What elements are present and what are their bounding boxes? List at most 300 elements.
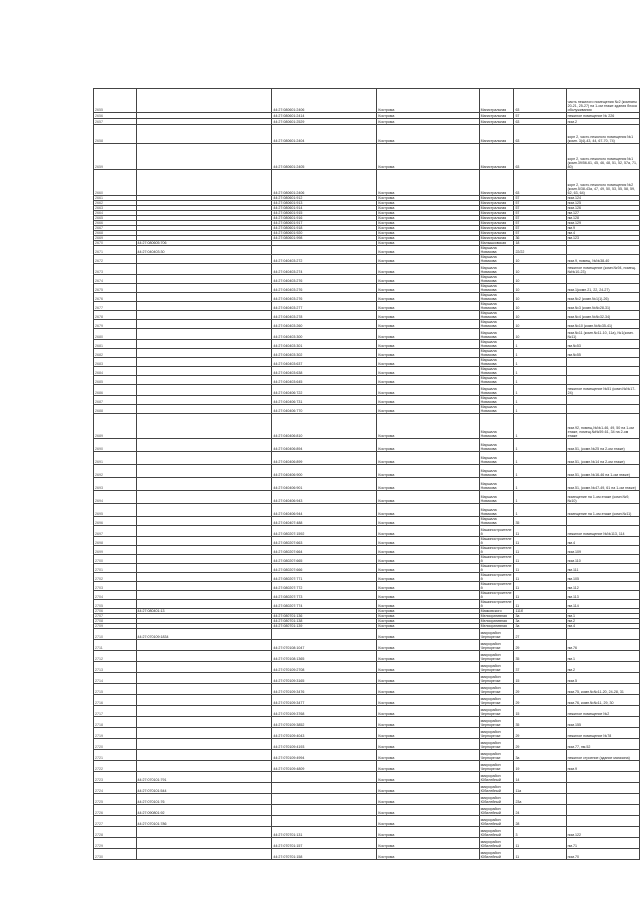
premises-note-cell xyxy=(566,772,639,783)
city-cell: Кострома xyxy=(377,246,479,255)
row-number-cell: 2708 xyxy=(94,619,137,624)
city-cell: Кострома xyxy=(377,706,479,717)
row-number-cell: 2694 xyxy=(94,491,137,504)
premises-note-cell xyxy=(566,805,639,816)
premises-note-cell: пм.№53 xyxy=(566,340,639,349)
house-number-cell: 1 xyxy=(514,367,566,376)
row-number-cell: 2722 xyxy=(94,761,137,772)
cadastral-object-number-cell: 44:27:070701:158 xyxy=(272,849,377,860)
row-number-cell: 2725 xyxy=(94,794,137,805)
street-cell: Маршала Новикова xyxy=(479,329,514,340)
street-cell: Маршала Новикова xyxy=(479,439,514,452)
table-row xyxy=(94,491,640,504)
cadastral-object-number-cell: 44:27:080601:2406 xyxy=(272,170,377,196)
cadastral-object-number-cell: 44:27:040403:272 xyxy=(272,255,377,264)
table-row xyxy=(94,311,640,320)
city-cell: Кострома xyxy=(377,226,479,231)
house-number-cell: 1 xyxy=(514,396,566,405)
row-number-cell: 2673 xyxy=(94,264,137,275)
house-number-cell: 11 xyxy=(514,582,566,591)
premises-note-cell: пм.9 xyxy=(566,226,639,231)
city-cell: Кострома xyxy=(377,385,479,396)
table-row xyxy=(94,673,640,684)
cadastral-object-number-cell: 44:27:070109:3477 xyxy=(272,695,377,706)
row-number-cell: 2706 xyxy=(94,609,137,614)
street-cell: Маршала Новикова xyxy=(479,385,514,396)
city-cell: Кострома xyxy=(377,517,479,526)
house-number-cell: 1 xyxy=(514,439,566,452)
street-cell: микрорайон Черноречье xyxy=(479,717,514,728)
cadastral-object-number-cell: 44:27:080701:136 xyxy=(272,614,377,619)
cadastral-land-number-cell xyxy=(136,329,272,340)
premises-note-cell xyxy=(566,629,639,640)
cadastral-land-number-cell xyxy=(136,838,272,849)
row-number-cell: 2677 xyxy=(94,302,137,311)
row-number-cell: 2726 xyxy=(94,805,137,816)
premises-note-cell: корп 2, часть нежилого помещения №1 (комн.39/56-61, 45, 46, 48, 51, 52, 57а, 71, 80) xyxy=(566,144,639,170)
table-row xyxy=(94,728,640,739)
cadastral-object-number-cell: 44:27:070109:4193 xyxy=(272,739,377,750)
premises-note-cell: пом.№2 (комн.№1(1)-26) xyxy=(566,293,639,302)
premises-note-cell: пм.128 xyxy=(566,216,639,221)
cadastral-object-number-cell: 44:27:070701:131 xyxy=(272,827,377,838)
row-number-cell: 2655 xyxy=(94,89,137,113)
city-cell: Кострома xyxy=(377,555,479,564)
premises-note-cell: пом.9 xyxy=(566,761,639,772)
premises-note-cell: корп 2, часть нежилого помещения №1 (комн. 3(4)-43, 44, 67-70, 74) xyxy=(566,125,639,144)
premises-note-cell: пм.71 xyxy=(566,838,639,849)
premises-note-cell xyxy=(566,367,639,376)
street-cell: Маршала Новикова xyxy=(479,320,514,329)
street-cell: Маршала Новикова xyxy=(479,255,514,264)
row-number-cell: 2709 xyxy=(94,624,137,629)
table-row xyxy=(94,414,640,439)
house-number-cell: 111б xyxy=(514,609,566,614)
city-cell: Кострома xyxy=(377,564,479,573)
cadastral-land-number-cell xyxy=(136,517,272,526)
row-number-cell: 2703 xyxy=(94,582,137,591)
city-cell: Кострома xyxy=(377,396,479,405)
cadastral-object-number-cell: 44:27:040403:638 xyxy=(272,367,377,376)
city-cell: Кострома xyxy=(377,170,479,196)
premises-note-cell: пом.2 xyxy=(566,119,639,125)
premises-note-cell: нежилое помещение № 226 xyxy=(566,113,639,119)
cadastral-land-number-cell xyxy=(136,144,272,170)
street-cell: Маршала Новикова xyxy=(479,396,514,405)
premises-note-cell: пм.112 xyxy=(566,582,639,591)
cadastral-object-number-cell: 44:27:080207:773 xyxy=(272,591,377,600)
premises-note-cell: пом.9, помещ. №№38-40 xyxy=(566,255,639,264)
house-number-cell: 23а xyxy=(514,794,566,805)
street-cell: Магистральная xyxy=(479,196,514,201)
table-row xyxy=(94,750,640,761)
premises-note-cell: нежилое помещение (комн.№94, помещ.№№10-23) xyxy=(566,264,639,275)
city-cell: Кострома xyxy=(377,255,479,264)
table-row xyxy=(94,827,640,838)
street-cell: микрорайон Черноречье xyxy=(479,651,514,662)
cadastral-object-number-cell: 44:27:080701:139 xyxy=(272,624,377,629)
house-number-cell: 10 xyxy=(514,320,566,329)
row-number-cell: 2710 xyxy=(94,629,137,640)
street-cell: Машиностроителей xyxy=(479,555,514,564)
cadastral-object-number-cell: 44:27:040406:722 xyxy=(272,385,377,396)
house-number-cell: 1 xyxy=(514,465,566,478)
house-number-cell: 27 xyxy=(514,629,566,640)
house-number-cell: 10 xyxy=(514,329,566,340)
table-row xyxy=(94,349,640,358)
street-cell: Маршала Новикова xyxy=(479,246,514,255)
cadastral-object-number-cell: 44:27:080601:2414 xyxy=(272,113,377,119)
premises-note-cell xyxy=(566,517,639,526)
street-cell: микрорайон Юбилейный xyxy=(479,783,514,794)
house-number-cell: 35 xyxy=(514,517,566,526)
street-cell: Маршала Новикова xyxy=(479,452,514,465)
house-number-cell: 1 xyxy=(514,340,566,349)
cadastral-object-number-cell xyxy=(272,629,377,640)
city-cell: Кострома xyxy=(377,405,479,414)
house-number-cell: 22/22 xyxy=(514,246,566,255)
house-number-cell: 10 xyxy=(514,264,566,275)
cadastral-land-number-cell xyxy=(136,349,272,358)
cadastral-object-number-cell: 44:27:070109:2708 xyxy=(272,662,377,673)
cadastral-object-number-cell: 44:27:080207:772 xyxy=(272,582,377,591)
cadastral-land-number-cell xyxy=(136,89,272,113)
row-number-cell: 2663 xyxy=(94,206,137,211)
city-cell: Кострома xyxy=(377,231,479,236)
street-cell: Маршала Новикова xyxy=(479,517,514,526)
cadastral-object-number-cell: 44:27:080207:771 xyxy=(272,573,377,582)
city-cell: Кострома xyxy=(377,717,479,728)
city-cell: Кострома xyxy=(377,358,479,367)
cadastral-land-number-cell xyxy=(136,367,272,376)
cadastral-land-number-cell: 44:27:080605:706 xyxy=(136,241,272,246)
street-cell: микрорайон Черноречье xyxy=(479,761,514,772)
street-cell: Маршала Новикова xyxy=(479,465,514,478)
row-number-cell: 2716 xyxy=(94,695,137,706)
cadastral-object-number-cell: 44:27:040403:260 xyxy=(272,320,377,329)
cadastral-land-number-cell xyxy=(136,600,272,609)
city-cell: Кострома xyxy=(377,640,479,651)
premises-note-cell: пом.129 xyxy=(566,221,639,226)
street-cell: Машиностроителей xyxy=(479,600,514,609)
cadastral-object-number-cell: 44:27:070108:1365 xyxy=(272,651,377,662)
cadastral-land-number-cell xyxy=(136,465,272,478)
premises-note-cell: пом.№10 (комн.№№35-41) xyxy=(566,320,639,329)
premises-note-cell: пм.2 xyxy=(566,619,639,624)
cadastral-land-number-cell xyxy=(136,170,272,196)
cadastral-object-number-cell: 44:27:040403:637 xyxy=(272,358,377,367)
premises-note-cell xyxy=(566,358,639,367)
street-cell: микрорайон Юбилейный xyxy=(479,838,514,849)
house-number-cell: 1 xyxy=(514,414,566,439)
cadastral-object-number-cell: 44:27:040406:944 xyxy=(272,504,377,517)
cadastral-land-number-cell xyxy=(136,504,272,517)
house-number-cell: 57 xyxy=(514,221,566,226)
premises-note-cell xyxy=(566,275,639,284)
street-cell: Маршала Новикова xyxy=(479,414,514,439)
house-number-cell: 1 xyxy=(514,349,566,358)
cadastral-land-number-cell xyxy=(136,358,272,367)
cadastral-object-number-cell xyxy=(272,783,377,794)
row-number-cell: 2682 xyxy=(94,349,137,358)
cadastral-land-number-cell xyxy=(136,555,272,564)
city-cell: Кострома xyxy=(377,439,479,452)
cadastral-land-number-cell xyxy=(136,491,272,504)
house-number-cell: 57 xyxy=(514,201,566,206)
row-number-cell: 2714 xyxy=(94,673,137,684)
cadastral-land-number-cell xyxy=(136,125,272,144)
cadastral-object-number-cell: 44:27:080601:2529 xyxy=(272,119,377,125)
city-cell: Кострома xyxy=(377,241,479,246)
table-row xyxy=(94,717,640,728)
table-row xyxy=(94,662,640,673)
street-cell: Магистральная xyxy=(479,170,514,196)
table-row xyxy=(94,367,640,376)
house-number-cell: 11 xyxy=(514,600,566,609)
house-number-cell: 57 xyxy=(514,226,566,231)
city-cell: Кострома xyxy=(377,537,479,546)
city-cell: Кострома xyxy=(377,302,479,311)
city-cell: Кострома xyxy=(377,119,479,125)
cadastral-land-number-cell xyxy=(136,706,272,717)
cadastral-object-number-cell: 44:27:080601:916 xyxy=(272,216,377,221)
premises-note-cell: пом.76, комн.№№11, 29, 30 xyxy=(566,695,639,706)
house-number-cell: 15 xyxy=(514,706,566,717)
cadastral-land-number-cell xyxy=(136,750,272,761)
house-number-cell: 57 xyxy=(514,196,566,201)
cadastral-object-number-cell: 44:27:040403:274 xyxy=(272,264,377,275)
cadastral-land-number-cell xyxy=(136,673,272,684)
street-cell: микрорайон Черноречье xyxy=(479,750,514,761)
cadastral-land-number-cell xyxy=(136,311,272,320)
city-cell: Кострома xyxy=(377,478,479,491)
cadastral-object-number-cell xyxy=(272,816,377,827)
premises-note-cell xyxy=(566,816,639,827)
house-number-cell: 1 xyxy=(514,405,566,414)
row-number-cell: 2696 xyxy=(94,517,137,526)
street-cell: Маршала Новикова xyxy=(479,284,514,293)
premises-note-cell xyxy=(566,396,639,405)
premises-note-cell: пм.114 xyxy=(566,600,639,609)
table-row xyxy=(94,629,640,640)
premises-note-cell xyxy=(566,246,639,255)
cadastral-object-number-cell: 44:27:040403:276 xyxy=(272,293,377,302)
city-cell: Кострома xyxy=(377,491,479,504)
table-row xyxy=(94,144,640,170)
cadastral-land-number-cell xyxy=(136,293,272,302)
table-row xyxy=(94,794,640,805)
street-cell: Маршала Новикова xyxy=(479,275,514,284)
cadastral-land-number-cell xyxy=(136,546,272,555)
street-cell: Маршала Новикова xyxy=(479,293,514,302)
row-number-cell: 2662 xyxy=(94,201,137,206)
street-cell: Магистральная xyxy=(479,216,514,221)
row-number-cell: 2678 xyxy=(94,311,137,320)
city-cell: Кострома xyxy=(377,113,479,119)
street-cell: микрорайон Юбилейный xyxy=(479,816,514,827)
city-cell: Кострома xyxy=(377,582,479,591)
house-number-cell: 10 xyxy=(514,255,566,264)
row-number-cell: 2657 xyxy=(94,119,137,125)
premises-note-cell: пм.4 xyxy=(566,231,639,236)
street-cell: Машиностроителей xyxy=(479,591,514,600)
street-cell: Малышковская xyxy=(479,241,514,246)
premises-note-cell: пом.110 xyxy=(566,555,639,564)
city-cell: Кострома xyxy=(377,144,479,170)
house-number-cell: 29 xyxy=(514,739,566,750)
row-number-cell: 2675 xyxy=(94,284,137,293)
street-cell: микрорайон Юбилейный xyxy=(479,849,514,860)
house-number-cell: 1 xyxy=(514,491,566,504)
cadastral-land-number-cell xyxy=(136,405,272,414)
street-cell: Маршала Новикова xyxy=(479,405,514,414)
cadastral-object-number-cell: 44:27:040406:943 xyxy=(272,491,377,504)
cadastral-land-number-cell xyxy=(136,662,272,673)
row-number-cell: 2712 xyxy=(94,651,137,662)
table-row xyxy=(94,275,640,284)
city-cell: Кострома xyxy=(377,849,479,860)
street-cell: микрорайон Черноречье xyxy=(479,706,514,717)
house-number-cell: 28 xyxy=(514,816,566,827)
register-table xyxy=(93,88,640,860)
cadastral-object-number-cell: 44:27:040403:300 xyxy=(272,329,377,340)
street-cell: Машиностроителей xyxy=(479,526,514,537)
house-number-cell: 18 xyxy=(514,241,566,246)
cadastral-land-number-cell xyxy=(136,761,272,772)
street-cell: Магистральная xyxy=(479,221,514,226)
house-number-cell: 29 xyxy=(514,695,566,706)
street-cell: микрорайон Черноречье xyxy=(479,673,514,684)
city-cell: Кострома xyxy=(377,320,479,329)
premises-note-cell: пм.127 xyxy=(566,211,639,216)
city-cell: Кострома xyxy=(377,816,479,827)
cadastral-object-number-cell: 44:27:040403:276 xyxy=(272,284,377,293)
table-row xyxy=(94,405,640,414)
row-number-cell: 2729 xyxy=(94,838,137,849)
row-number-cell: 2671 xyxy=(94,246,137,255)
table-row xyxy=(94,546,640,555)
cadastral-object-number-cell: 44:27:040403:278 xyxy=(272,311,377,320)
row-number-cell: 2674 xyxy=(94,275,137,284)
street-cell: Маршала Новикова xyxy=(479,358,514,367)
cadastral-land-number-cell xyxy=(136,526,272,537)
street-cell: микрорайон Черноречье xyxy=(479,728,514,739)
cadastral-land-number-cell xyxy=(136,414,272,439)
premises-note-cell: пм.1 xyxy=(566,614,639,619)
street-cell: Маршала Новикова xyxy=(479,349,514,358)
city-cell: Кострома xyxy=(377,651,479,662)
row-number-cell: 2690 xyxy=(94,439,137,452)
premises-note-cell: пом.1(комн.21, 22, 24-27) xyxy=(566,284,639,293)
table-row xyxy=(94,255,640,264)
cadastral-object-number-cell: 44:27:040403:276 xyxy=(272,275,377,284)
house-number-cell: 24 xyxy=(514,805,566,816)
cadastral-object-number-cell: 44:27:040406:810 xyxy=(272,414,377,439)
cadastral-object-number-cell xyxy=(272,794,377,805)
cadastral-land-number-cell xyxy=(136,717,272,728)
cadastral-object-number-cell: 44:27:080207:774 xyxy=(272,600,377,609)
row-number-cell: 2697 xyxy=(94,526,137,537)
row-number-cell: 2685 xyxy=(94,376,137,385)
house-number-cell: 14 xyxy=(514,772,566,783)
cadastral-land-number-cell: 44:27:070101:76 xyxy=(136,794,272,805)
cadastral-land-number-cell: 44:27:080401:13 xyxy=(136,609,272,614)
cadastral-object-number-cell: 44:27:080601:914 xyxy=(272,206,377,211)
premises-note-cell: пом.5 xyxy=(566,673,639,684)
cadastral-object-number-cell: 44:27:070109:3476 xyxy=(272,684,377,695)
street-cell: Маршала Новикова xyxy=(479,504,514,517)
street-cell: микрорайон Черноречье xyxy=(479,640,514,651)
table-row xyxy=(94,555,640,564)
house-number-cell: 36 xyxy=(514,236,566,241)
city-cell: Кострома xyxy=(377,414,479,439)
cadastral-land-number-cell xyxy=(136,320,272,329)
city-cell: Кострома xyxy=(377,783,479,794)
premises-note-cell: пм.76 xyxy=(566,640,639,651)
city-cell: Кострома xyxy=(377,546,479,555)
city-cell: Кострома xyxy=(377,591,479,600)
premises-note-cell: часть нежилого помещения №2 (комнаты 20-21, 25-27) на 1-ом этаже здания блока обслуживания xyxy=(566,89,639,113)
cadastral-object-number-cell: 44:27:080207:1592 xyxy=(272,526,377,537)
city-cell: Кострома xyxy=(377,196,479,201)
city-cell: Кострома xyxy=(377,367,479,376)
cadastral-object-number-cell: 44:27:080601:917 xyxy=(272,221,377,226)
table-row xyxy=(94,170,640,196)
table-row xyxy=(94,739,640,750)
city-cell: Кострома xyxy=(377,619,479,624)
house-number-cell: 57 xyxy=(514,206,566,211)
city-cell: Кострома xyxy=(377,624,479,629)
table-row xyxy=(94,396,640,405)
cadastral-land-number-cell: 44:27:070101:786 xyxy=(136,816,272,827)
cadastral-land-number-cell: 44:27:070101:791 xyxy=(136,772,272,783)
city-cell: Кострома xyxy=(377,201,479,206)
table-row xyxy=(94,125,640,144)
row-number-cell: 2700 xyxy=(94,555,137,564)
street-cell: Магистральная xyxy=(479,89,514,113)
street-cell: микрорайон Юбилейный xyxy=(479,772,514,783)
house-number-cell: 3 xyxy=(514,827,566,838)
street-cell: Машиностроителей xyxy=(479,537,514,546)
cadastral-land-number-cell xyxy=(136,284,272,293)
house-number-cell: 37 xyxy=(514,662,566,673)
cadastral-land-number-cell xyxy=(136,739,272,750)
house-number-cell: 63 xyxy=(514,119,566,125)
city-cell: Кострома xyxy=(377,838,479,849)
cadastral-land-number-cell xyxy=(136,396,272,405)
cadastral-object-number-cell: 44:27:070108:1047 xyxy=(272,640,377,651)
premises-note-cell: пм.111 xyxy=(566,564,639,573)
cadastral-land-number-cell: 44:27:090801:92 xyxy=(136,805,272,816)
row-number-cell: 2721 xyxy=(94,750,137,761)
cadastral-object-number-cell: 44:27:040407:488 xyxy=(272,517,377,526)
premises-note-cell: пом.109 xyxy=(566,546,639,555)
street-cell: Маршала Новикова xyxy=(479,302,514,311)
premises-note-cell: нежилое помещение №2 xyxy=(566,706,639,717)
city-cell: Кострома xyxy=(377,673,479,684)
premises-note-cell: помещение на 1-ом этаже (комн.№9, №10) xyxy=(566,491,639,504)
row-number-cell: 2686 xyxy=(94,385,137,396)
cadastral-object-number-cell: 44:27:070109:4809 xyxy=(272,761,377,772)
row-number-cell: 2707 xyxy=(94,614,137,619)
house-number-cell: 11 xyxy=(514,537,566,546)
table-row xyxy=(94,526,640,537)
cadastral-land-number-cell: 44:27:040403:30 xyxy=(136,246,272,255)
street-cell: Маршала Новикова xyxy=(479,491,514,504)
table-row xyxy=(94,591,640,600)
city-cell: Кострома xyxy=(377,125,479,144)
cadastral-land-number-cell xyxy=(136,302,272,311)
